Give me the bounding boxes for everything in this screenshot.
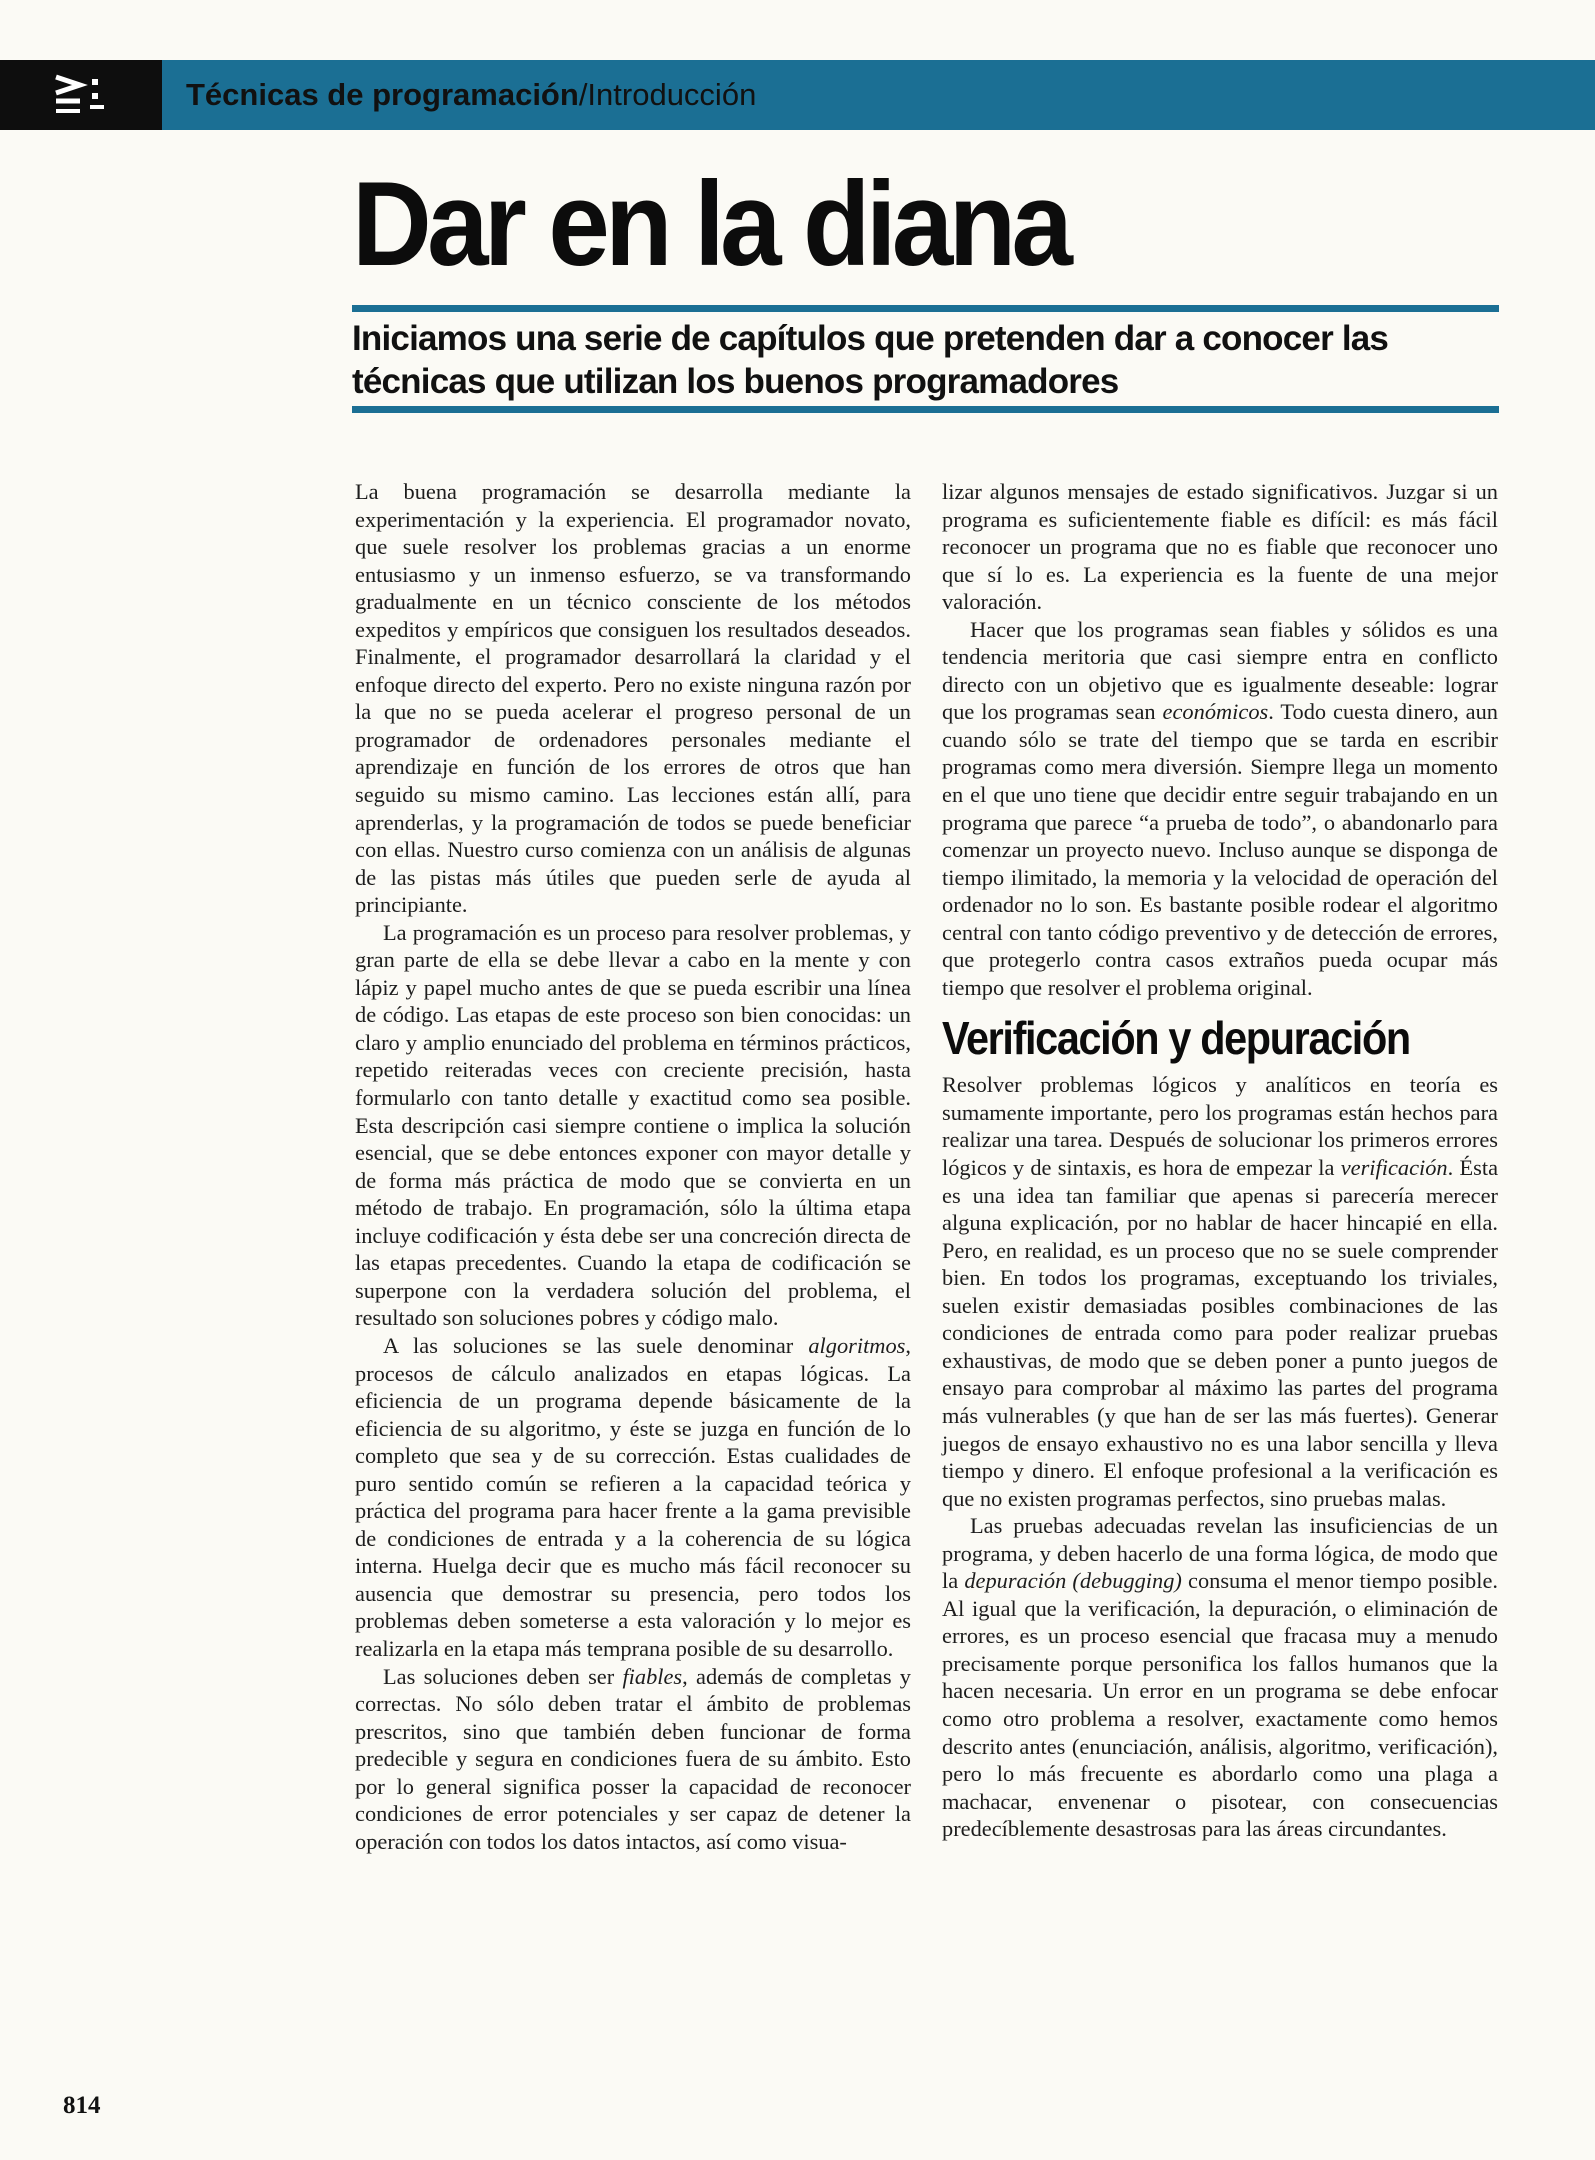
- section-heading: Verificación y depuración: [942, 1012, 1410, 1065]
- header-bar: [0, 60, 1595, 130]
- subtitle-bottom-rule: [352, 406, 1499, 413]
- paragraph: La programación es un proceso para resolver problemas, y gran parte de ella se debe llevar a cabo en la mente y con lápiz y papel mucho antes de que se pueda escribir una línea de código. Las etapas de este proceso son bien conocidas: un claro y amplio enunciado del problema en términos prácticos, repetido reiteradas veces con creciente precisión, hasta formularlo con tanto detalle y exactitud como sea posible. Esta descripción casi siempre contiene o implica la solución esencial, que se debe entonces exponer con mayor detalle y de forma más práctica de modo que se convierta en un método de trabajo. En programación, sólo la última etapa incluye codificación y ésta debe ser una concreción directa de las etapas precedentes. Cuando la etapa de codificación se superpone con la verdadera solución del problema, el resultado son soluciones pobres y código malo.: [355, 919, 911, 1331]
- subtitle-top-rule: [352, 305, 1499, 312]
- term-fiables: fiables: [622, 1663, 683, 1689]
- article-subtitle: Iniciamos una serie de capítulos que pretenden dar a conocer las técnicas que utilizan los buenos programadores: [352, 319, 1389, 401]
- section-name: Técnicas de programación: [186, 77, 579, 112]
- paragraph: Hacer que los programas sean fiables y sólidos es una tendencia meritoria que casi siempre entra en conflicto directo con un objetivo que es igualmente deseable: lograr que los programas sean económicos. Todo cuesta dinero, aun cuando sólo se trate del tiempo que se tarda en escribir programas como mera diversión. Siempre llega un momento en el que uno tiene que decidir entre seguir trabajando en un programa que parece “a prueba de todo”, o abandonarlo para comenzar un proyecto nuevo. Incluso aunque se disponga de tiempo ilimitado, la memoria y la velocidad de operación del ordenador no lo son. Es bastante posible rodear el algoritmo central con tanto código preventivo y de detección de errores, que protegerlo contra casos extraños pueda ocupar más tiempo que resolver el problema original.: [942, 616, 1499, 1000]
- page-number: 814: [63, 2092, 101, 2119]
- term-economicos: económicos: [1162, 699, 1269, 725]
- paragraph: A las soluciones se las suele denominar algoritmos, procesos de cálculo analizados en etapas lógicas. La eficiencia de un programa depende básicamente de la eficiencia de su algoritmo, y éste se juzga en función de lo completo que sea y de su corrección. Estas cualidades de puro sentido común se refieren a la capacidad teórica y práctica del programa para hacer frente a la gama previsible de condiciones de entrada y a la coherencia de su lógica interna. Huelga decir que es mucho más fácil reconocer su ausencia que demostrar su presencia, pero todos los problemas deben someterse a esta valoración y lo mejor es realizarla en la etapa más temprana posible de su desarrollo.: [355, 1332, 911, 1661]
- paragraph: lizar algunos mensajes de estado significativos. Juzgar si un programa es suficientemente fiable es difícil: es más fácil reconocer un programa que no es fiable que reconocer uno que sí lo es. La experiencia es la fuente de una mejor valoración.: [942, 479, 1498, 615]
- right-column: [942, 478, 1498, 1843]
- paragraph: Resolver problemas lógicos y analíticos en teoría es sumamente importante, pero los programas están hechos para realizar una tarea. Después de solucionar los primeros errores lógicos y de sintaxis, es hora de empezar la verificación. Ésta es una idea tan familiar que apenas si parecería merecer alguna explicación, por no hablar de hacer hincapié en ella. Pero, en realidad, es un proceso que no se suele comprender bien. En todos los programas, exceptuando los triviales, suelen existir demasiadas posibles combinaciones de las condiciones de entrada como para poder realizar pruebas exhaustivas, de modo que se deben poner a punto juegos de ensayo para comprobar al máximo las partes del programa más vulnerables (y que han de ser las más fuertes). Generar juegos de ensayo exhaustivo no es una labor sencilla y lleva tiempo y dinero. El enfoque profesional a la verificación es que no existen programas perfectos, sino pruebas malas.: [942, 1072, 1499, 1511]
- term-algoritmos: algoritmos: [808, 1332, 906, 1358]
- section-header: [186, 60, 756, 130]
- subsection-name: /Introducción: [578, 77, 757, 112]
- left-column: [355, 478, 911, 1855]
- paragraph: Las pruebas adecuadas revelan las insuficiencias de un programa, y deben hacerlo de una forma lógica, de modo que la depuración (debugging) consuma el menor tiempo posible. Al igual que la verificación, la depuración, o eliminación de errores, es un proceso esencial que fracasa muy a menudo precisamente porque personifica los fallos humanos que la hacen necesaria. Un error en un programa se debe enfocar como otro problema a resolver, exactamente como hemos descrito antes (enunciación, análisis, algoritmo, verificación), pero lo más frecuente es abordarlo como una plaga a machacar, envenenar o pisotear, con consecuencias predecíblemente desastrosas para las áreas circundantes.: [942, 1513, 1498, 1842]
- paragraph: Las soluciones deben ser fiables, además de completas y correctas. No sólo deben tratar el ámbito de problemas prescritos, sino que también deben funcionar de forma predecible y segura en condiciones fuera de su ámbito. Esto por lo general significa posser la capacidad de reconocer condiciones de error potenciales y ser capaz de detener la operación con todos los datos intactos, así como visua-: [355, 1663, 911, 1854]
- series-logo-icon: [0, 60, 162, 130]
- term-verificacion: verificación: [1340, 1155, 1448, 1181]
- term-depuracion: depuración (debugging): [964, 1568, 1182, 1594]
- paragraph: La buena programación se desarrolla mediante la experimentación y la experiencia. El programador novato, que suele resolver los problemas gracias a un enorme entusiasmo y un inmenso esfuerzo, se va transformando gradualmente en un técnico consciente de los métodos expeditos y empíricos que consiguen los resultados deseados. Finalmente, el programador desarrollará la claridad y el enfoque directo del experto. Pero no existe ninguna razón por la que no se pueda acelerar el progreso personal de un programador de ordenadores personales mediante el aprendizaje en función de los errores de otros que han seguido su mismo camino. Las lecciones están allí, para aprenderlas, y la programación de todos se puede beneficiar con ellas. Nuestro curso comienza con un análisis de algunas de las pistas más útiles que pueden serle de ayuda al principiante.: [355, 479, 911, 918]
- article-title: Dar en la diana: [352, 157, 1069, 291]
